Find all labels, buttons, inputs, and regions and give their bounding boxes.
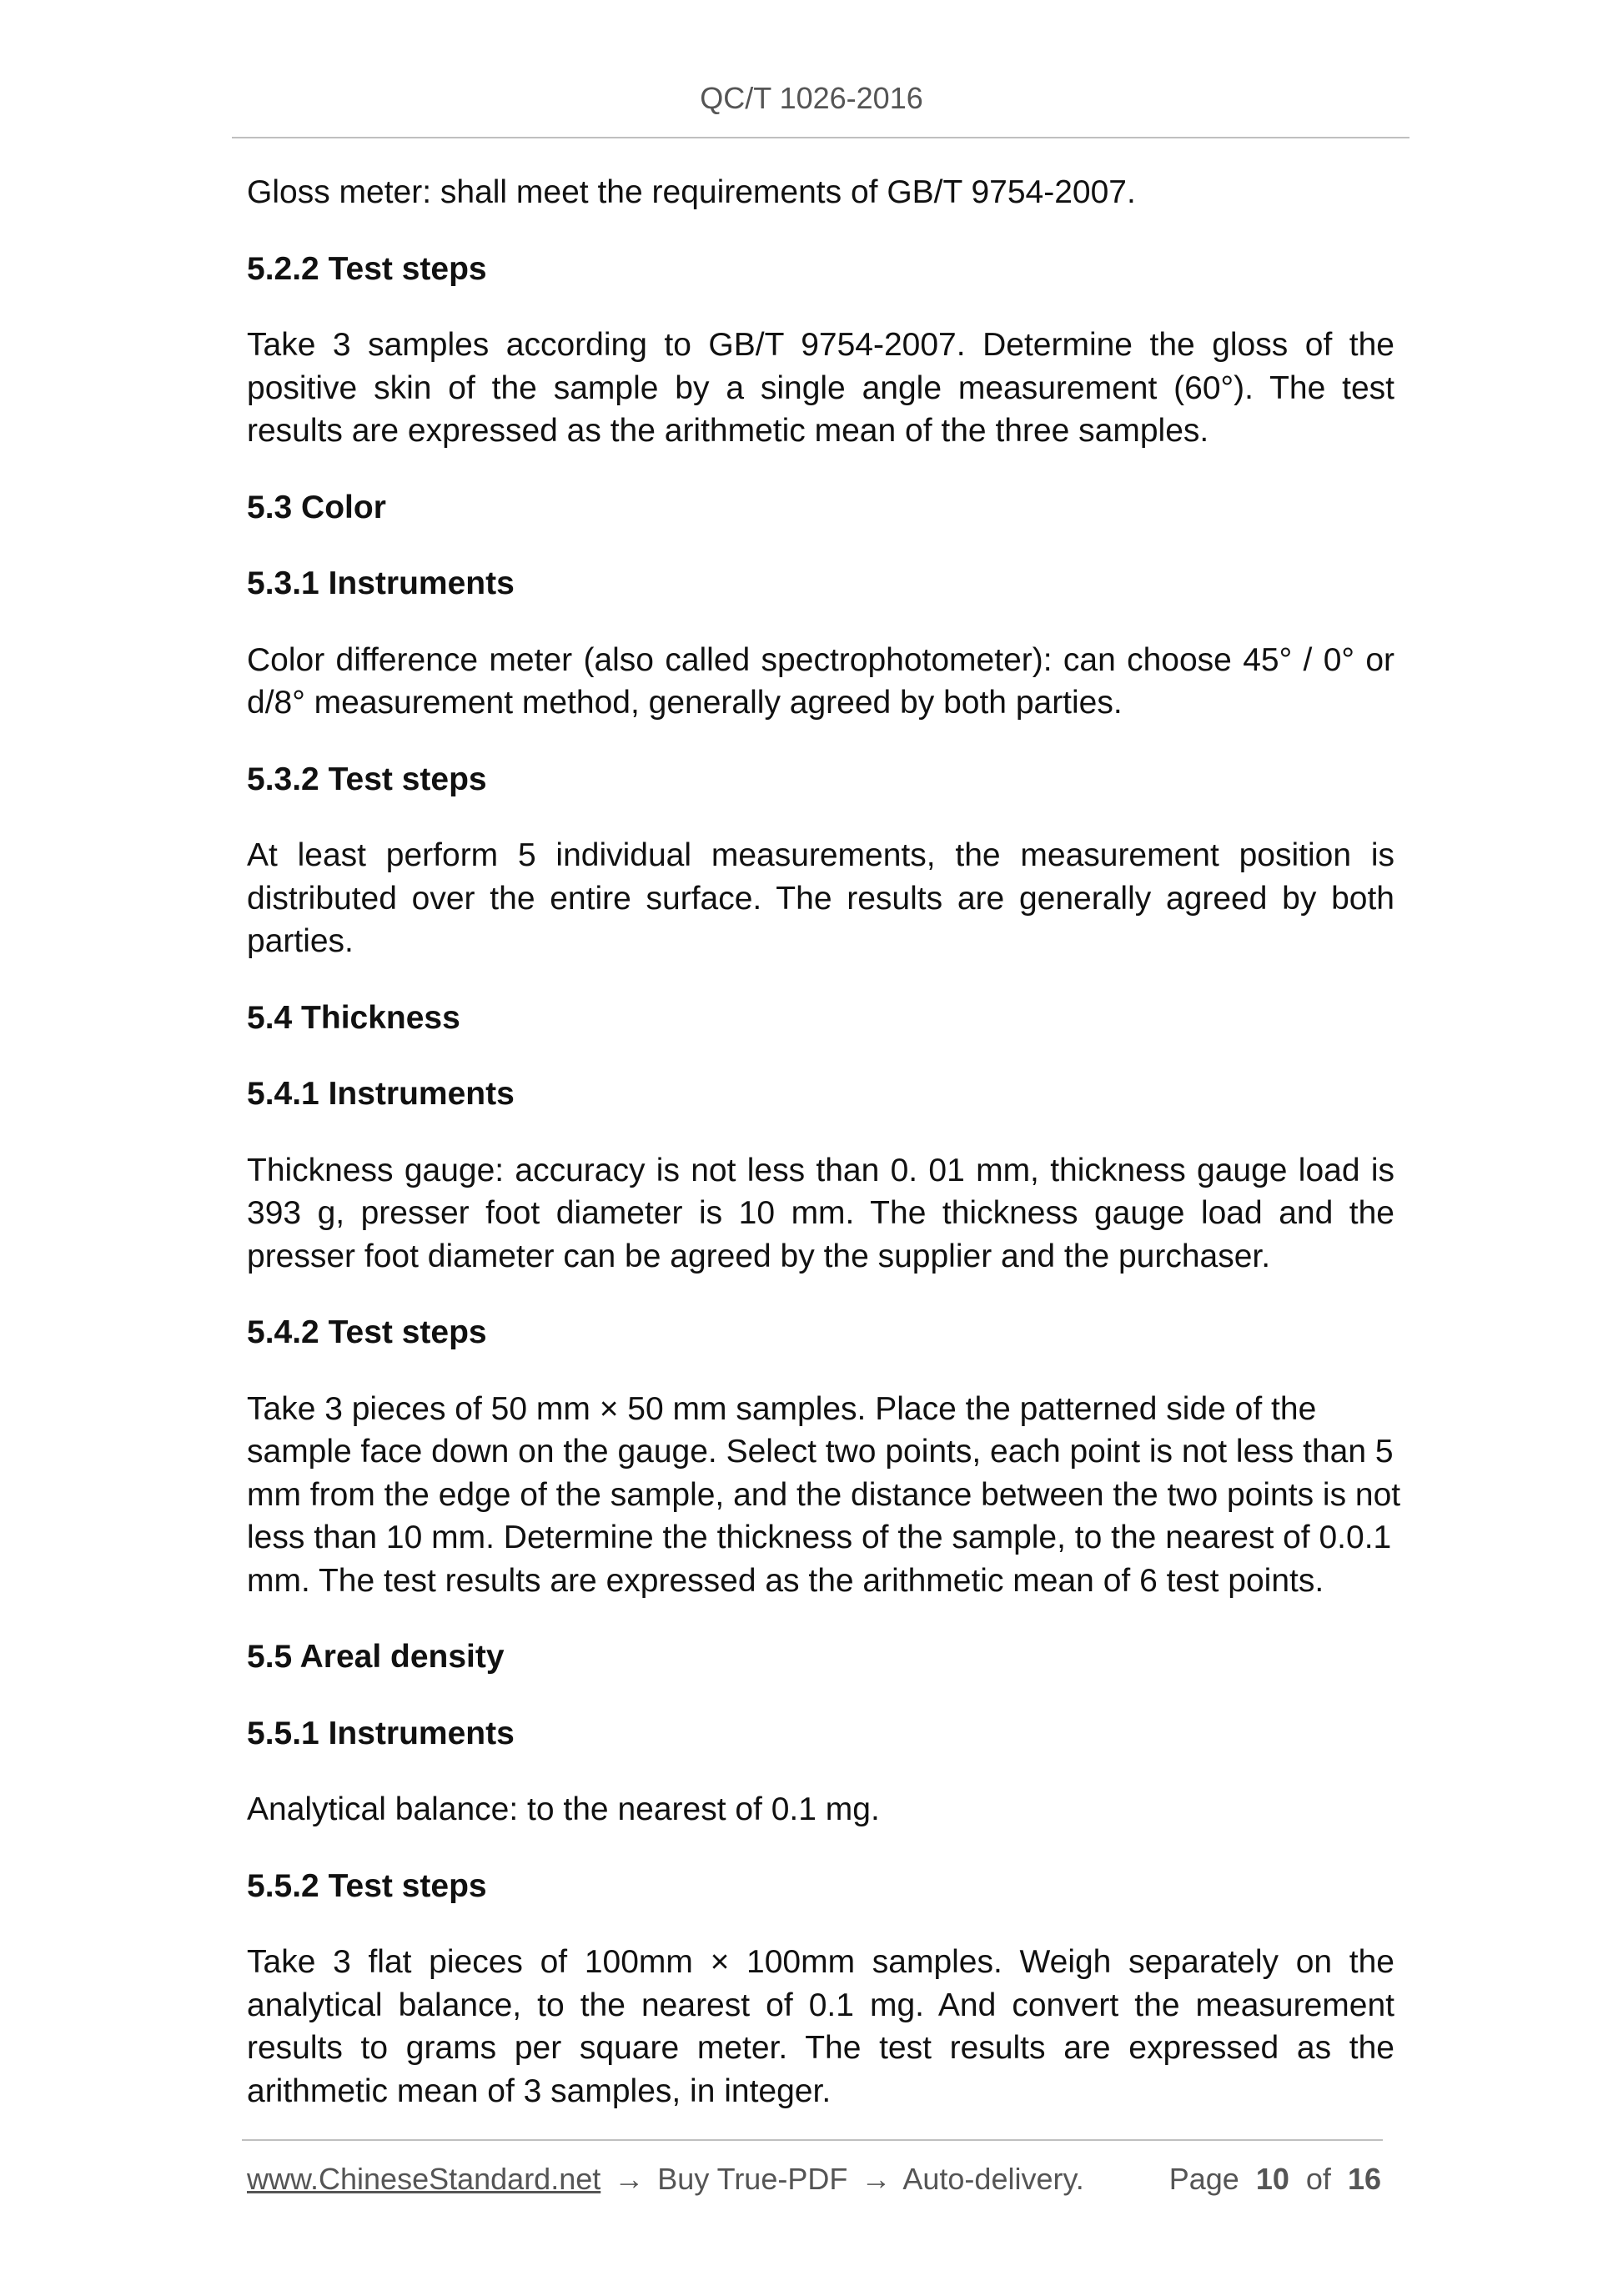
arrow-right-icon: → [861,2162,892,2196]
paragraph-gloss-meter: Gloss meter: shall meet the requirements of GB/T 9754-2007. [247,174,1136,210]
heading-5-2-2: 5.2.2 Test steps [247,250,487,287]
paragraph-5-3-1: Color difference meter (also called spectrophotometer): can choose 45° / 0° or d/8° measurement method, generally agreed by both parties. [247,641,1394,721]
page-current-number: 10 [1255,2162,1289,2196]
paragraph-5-4-1: Thickness gauge: accuracy is not less than 0. 01 mm, thickness gauge load is 393 g, presser foot diameter is 10 mm. The thickness gauge load and the presser foot diameter can be agreed by the supplier and the purchaser. [247,1152,1394,1274]
paragraph-5-5-1: Analytical balance: to the nearest of 0.1 mg. [247,1791,880,1827]
document-header-title: QC/T 1026-2016 [700,81,923,115]
page-number-indicator [1169,2160,1381,2198]
page-total-number: 16 [1347,2162,1381,2196]
heading-5-3-2: 5.3.2 Test steps [247,761,487,797]
footer-website-link[interactable]: www.ChineseStandard.net [247,2162,601,2196]
paragraph-5-3-2: At least perform 5 individual measurements, the measurement position is distributed over the entire surface. The results are generally agreed by both parties. [247,837,1394,959]
header-divider [232,137,1409,138]
heading-5-4-2: 5.4.2 Test steps [247,1314,487,1350]
footer-promo [247,2160,1084,2198]
heading-5-5-2: 5.5.2 Test steps [247,1867,487,1904]
heading-5-3-1: 5.3.1 Instruments [247,565,515,601]
paragraph-5-2-2: Take 3 samples according to GB/T 9754-2007. Determine the gloss of the positive skin of the sample by a single angle measurement (60°). The test results are expressed as the arithmetic mean of the three samples. [247,327,1394,449]
heading-5-4-1: 5.4.1 Instruments [247,1076,515,1112]
document-body [247,171,1401,2146]
paragraph-5-5-2: Take 3 flat pieces of 100mm × 100mm samples. Weigh separately on the analytical balance, to the nearest of 0.1 mg. And convert the measurement results to grams per square meter. The test results are expressed as the arithmetic mean of 3 samples, in integer. [247,1944,1394,2109]
heading-5-4: 5.4 Thickness [247,999,460,1036]
arrow-right-icon: → [614,2162,645,2196]
footer-divider [242,2139,1383,2141]
heading-5-5-1: 5.5.1 Instruments [247,1715,515,1751]
page-label: Page [1168,2162,1239,2196]
paragraph-5-4-2: Take 3 pieces of 50 mm × 50 mm samples. Place the patterned side of the sample face down on the gauge. Select two points, each point is not less than 5 mm from the edge of the sample, and the distance between the two points is not less than 10 mm. Determine the thickness of the sample, to the nearest of 0.0.1 mm. The test results are expressed as the arithmetic mean of 6 test points. [247,1390,1401,1599]
page-of-label: of [1305,2162,1331,2196]
footer-delivery-text: Auto-delivery. [902,2162,1084,2196]
footer-buy-text: Buy True-PDF [657,2162,848,2196]
heading-5-3: 5.3 Color [247,489,386,525]
heading-5-5: 5.5 Areal density [247,1639,505,1675]
